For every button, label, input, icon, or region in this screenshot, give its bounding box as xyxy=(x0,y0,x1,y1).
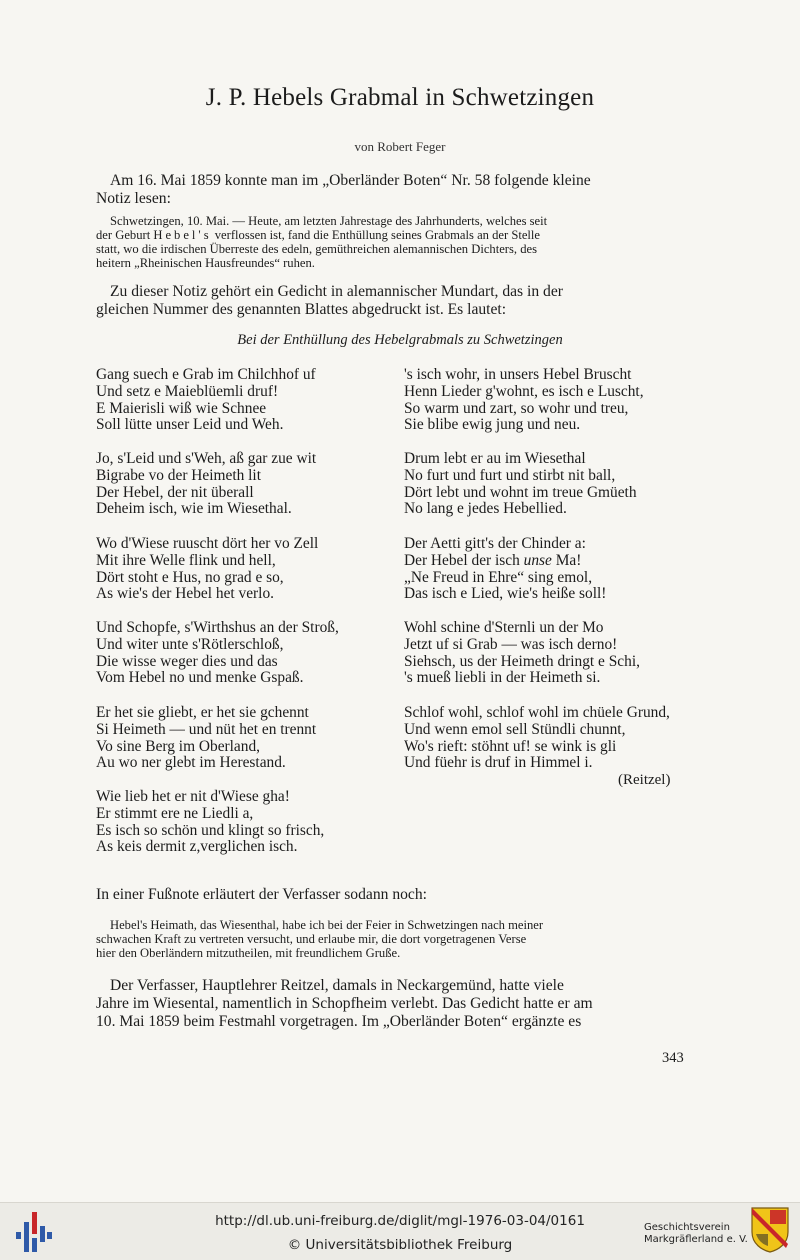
poem-stanza: Gang suech e Grab im Chilchhof uf Und setz e Maieblüemli druf! E Maierisli wiß wie Schnee Soll lütte unser Leid und Weh. xyxy=(96,366,316,434)
footer-copyright: © Universitätsbibliothek Freiburg xyxy=(287,1237,513,1253)
poem-stanza: Jo, s'Leid und s'Weh, aß gar zue wit Bigrabe vo der Heimeth lit Der Hebel, der nit überall Deheim isch, wie im Wiesethal. xyxy=(96,450,317,518)
poem-stanza: Er het sie gliebt, er het sie gchennt Si Heimeth — und nüt het en trennt Vo sine Berg im Oberland, Au wo ner glebt im Herestand. xyxy=(96,704,317,772)
footer-organization: Geschichtsverein Markgräflerland e. V. xyxy=(644,1222,748,1245)
poem-signature: (Reitzel) xyxy=(618,772,671,788)
poem-stanza: Drum lebt er au im Wiesethal No furt und furt und stirbt nit ball, Dört lebt und wohnt im treue Gmüeth No lang e jedes Hebellied. xyxy=(404,450,637,518)
poem-stanza: 's isch wohr, in unsers Hebel Bruscht Henn Lieder g'wohnt, es isch e Luscht, So warm und zart, so wohr und treu, Sie blibe ewig jung und neu. xyxy=(404,366,644,434)
intro-paragraph: Am 16. Mai 1859 konnte man im „Oberländer Boten“ Nr. 58 folgende kleine Notiz lesen: xyxy=(96,172,591,207)
closing-paragraph: Der Verfasser, Hauptlehrer Reitzel, damals in Neckargemünd, hatte viele Jahre im Wiesental, namentlich in Schopfheim verlebt. Das Gedicht hatte er am 10. Mai 1859 beim Festmahl vorgetragen. Im „Oberländer Boten“ ergänzte es xyxy=(96,977,593,1030)
notice-quote: Schwetzingen, 10. Mai. — Heute, am letzten Jahrestage des Jahrhunderts, welches seit der Geburt Hebel's verflossen ist, fand die Enthüllung seines Grabmals an der Stelle statt, wo die irdischen Überreste des edeln, gemüthreichen alemannischen Dichters, des heitern „Rheinischen Hausfreundes“ ruhen. xyxy=(96,214,548,270)
footer-url-link[interactable]: http://dl.ub.uni-freiburg.de/diglit/mgl-1976-03-04/0161 xyxy=(215,1213,585,1229)
footnote-intro: In einer Fußnote erläutert der Verfasser sodann noch: xyxy=(96,886,427,903)
coat-of-arms-icon xyxy=(750,1206,790,1259)
poem-stanza: Wie lieb het er nit d'Wiese gha! Er stimmt ere ne Liedli a, Es isch so schön und klingt so frisch, As keis dermit z,verglichen isch. xyxy=(96,788,325,856)
page-title: J. P. Hebels Grabmal in Schwetzingen xyxy=(205,84,595,111)
poem-title: Bei der Enthüllung des Hebelgrabmals zu Schwetzingen xyxy=(237,332,563,348)
poem-stanza: Der Aetti gitt's der Chinder a: Der Hebel der isch unse Ma! „Ne Freud in Ehre“ sing emol, Das isch e Lied, wie's heiße soll! xyxy=(404,535,607,603)
poem-stanza: Schlof wohl, schlof wohl im chüele Grund, Und wenn emol sell Stündli chunnt, Wo's rieft: stöhnt uf! se wink is gli Und füehr is druf in Himmel i. xyxy=(404,704,670,772)
footnote-quote: Hebel's Heimath, das Wiesenthal, habe ich bei der Feier in Schwetzingen nach meiner schwachen Kraft zu vertreten versucht, und erlaube mir, die dort vorgetragenen Verse hier den Oberländern mitzutheilen, mit freundlichem Gruße. xyxy=(96,918,544,960)
poem-stanza: Wohl schine d'Sternli un der Mo Jetzt uf si Grab — was isch derno! Siehsch, us der Heimeth dringt e Schi, 's mueß liebli in der Heimeth si. xyxy=(404,619,640,687)
poem-stanza: Und Schopfe, s'Wirthshus an der Stroß, Und witer unte s'Rötlerschloß, Die wisse weger dies und das Vom Hebel no und menke Gspaß. xyxy=(96,619,339,687)
page-number: 343 xyxy=(662,1050,684,1066)
author-line: von Robert Feger xyxy=(354,139,446,154)
intro-paragraph-2: Zu dieser Notiz gehört ein Gedicht in alemannischer Mundart, das in der gleichen Nummer des genannten Blattes abgedruckt ist. Es lautet: xyxy=(96,283,563,318)
poem-stanza: Wo d'Wiese ruuscht dört her vo Zell Mit ihre Welle flink und hell, Dört stoht e Hus, no grad e so, As wie's der Hebel het verlo. xyxy=(96,535,319,603)
